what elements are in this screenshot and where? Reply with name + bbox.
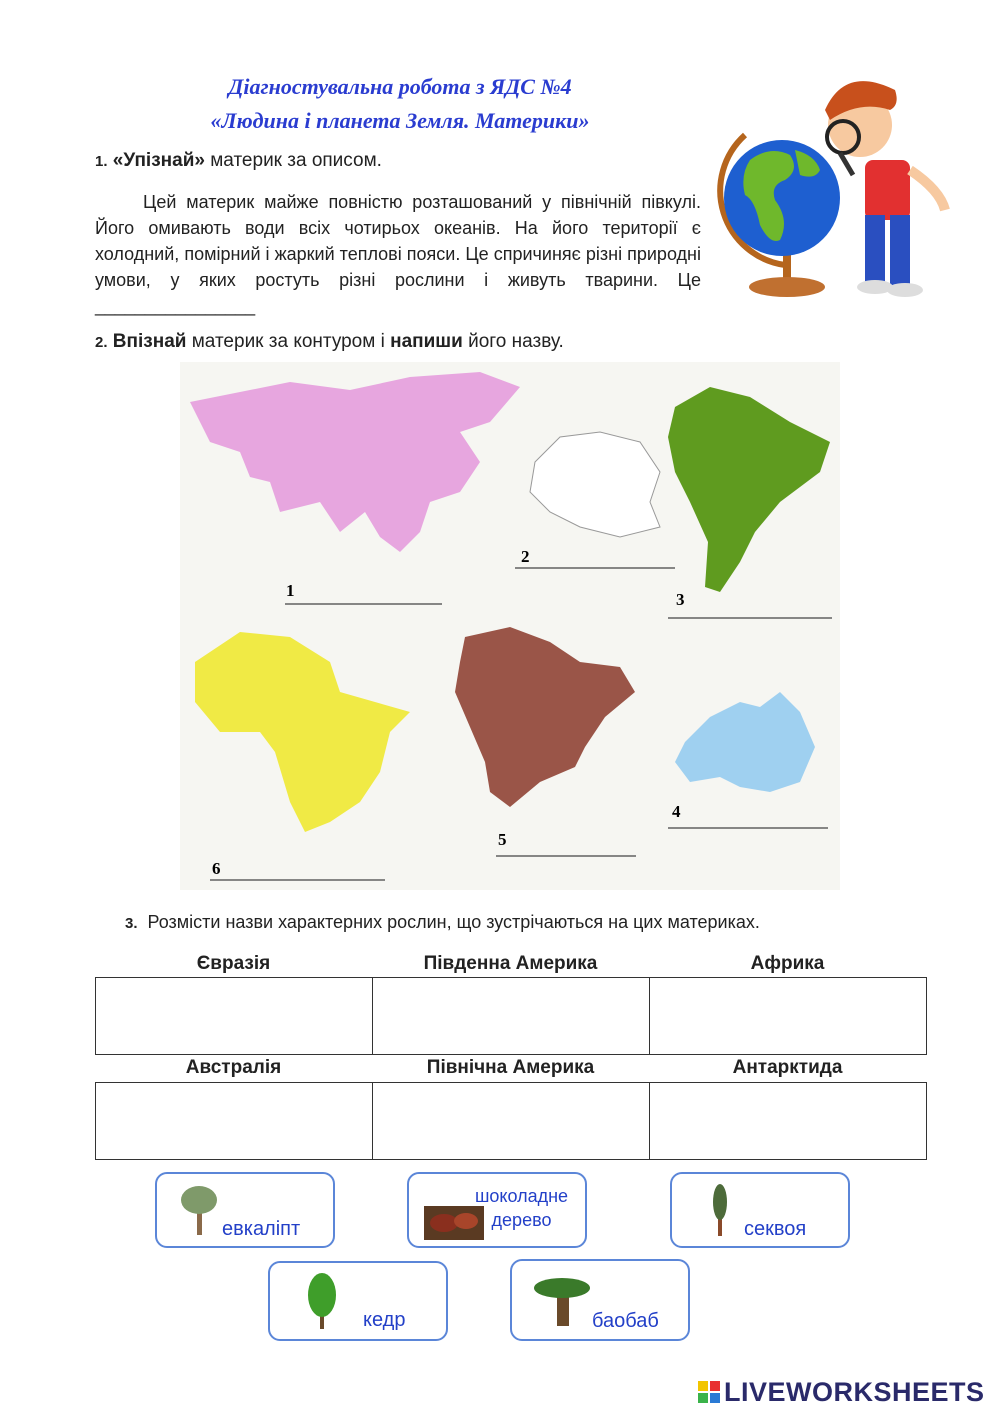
footer-brand[interactable]: LIVEWORKSHEETS [724,1377,985,1407]
label-cedar: кедр [363,1309,406,1331]
drop-zone-antarctica[interactable] [650,1083,927,1160]
drop-zone-eurasia[interactable] [96,978,373,1055]
label-baobab: баобаб [592,1310,659,1332]
q3-text: Розмісти назви характерних рослин, що зустрічаються на цих материках. [147,912,760,932]
q2-mid-1: материк за контуром і [186,331,391,352]
sequoia-tree-icon [705,1182,735,1237]
drop-table-row-1 [95,977,927,1055]
header-africa: Африка [750,953,825,974]
q2-number: 2. [95,334,108,351]
q1-text: Цей материк майже повністю розташований у північній півкулі. Його омивають води всіх чотирьох океанів. На його території є холодний, помірний і жаркий теплові пояси. Це спричиняє різні природні умови, у яких ростуть різні рослини і живуть тварини. Це [95,192,701,290]
label-4: 4 [672,802,681,821]
label-6: 6 [212,859,221,878]
cedar-tree-icon [305,1271,340,1331]
label-2: 2 [521,547,530,566]
label-chocolate-line-2: дерево [491,1210,552,1230]
q2-bold-1: Впізнай [112,331,187,352]
title-line-1: Діагностувальна робота з ЯДС №4 [228,74,572,99]
eucalyptus-tree-icon [177,1182,222,1237]
header-north-america: Північна Америка [426,1057,595,1078]
q2-mid-2: його назву. [462,331,564,352]
q3-number: 3. [125,915,138,932]
label-3: 3 [676,590,685,609]
q1-heading [95,150,382,172]
q2-bold-2: напиши [390,331,463,352]
q3-heading [125,912,760,933]
q1-rest: материк за описом. [204,150,382,171]
header-eurasia: Євразія [196,953,271,974]
drop-zone-north-america[interactable] [373,1083,650,1160]
continents-map [180,362,840,890]
header-australia: Австралія [185,1057,282,1078]
q1-answer-blank[interactable]: ________________ [95,296,256,316]
drop-table-row-2 [95,1082,927,1160]
q1-number: 1. [95,153,108,170]
q2-heading [95,331,564,353]
label-5: 5 [498,830,507,849]
label-1: 1 [286,581,295,600]
card-eucalyptus[interactable] [155,1172,335,1248]
baobab-tree-icon [532,1273,592,1328]
label-eucalyptus: евкаліпт [222,1218,301,1240]
liveworksheets-logo-icon [698,1381,720,1403]
drop-zone-south-america[interactable] [373,978,650,1055]
label-sequoia: секвоя [744,1218,807,1240]
drop-zone-australia[interactable] [96,1083,373,1160]
card-cedar[interactable] [268,1261,448,1341]
title-line-2: «Людина і планета Земля. Материки» [210,108,590,133]
header-south-america: Південна Америка [423,953,598,974]
header-antarctica: Антарктида [732,1057,843,1078]
boy-with-globe-illustration [715,65,965,305]
card-baobab[interactable] [510,1259,690,1341]
q1-bold: «Упізнай» [112,150,205,171]
label-chocolate-line-1: шоколадне [474,1186,569,1206]
card-chocolate-tree[interactable] [407,1172,587,1248]
drop-zone-africa[interactable] [650,978,927,1055]
q1-description [95,189,701,319]
card-sequoia[interactable] [670,1172,850,1248]
